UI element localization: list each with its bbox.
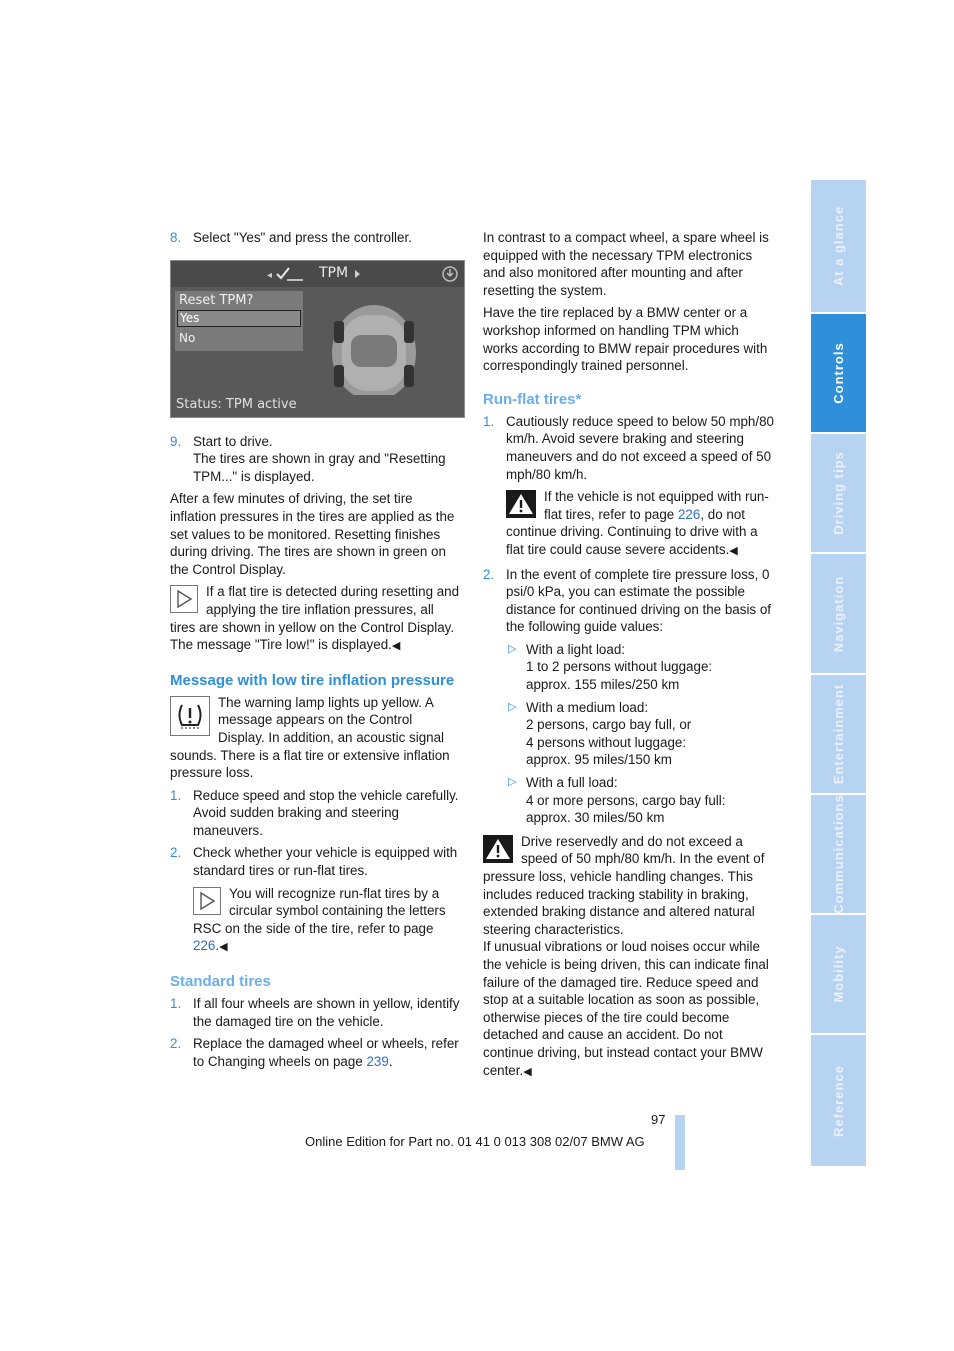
tab-label: Reference	[830, 1064, 846, 1137]
page-marker-bar	[675, 1115, 685, 1170]
paragraph: After a few minutes of driving, the set tire inflation pressures in the tires are applied as the set values to be monitored. Resetting finishes during driving. The tires are shown in green on the Control Display.	[170, 491, 455, 577]
note-icon	[170, 585, 198, 613]
tpm-nav-icon	[267, 266, 307, 282]
arrow-right-icon	[353, 268, 363, 280]
warning-text-body: If unusual vibrations or loud noises occur while the vehicle is being driven, this can indicate final failure of the damaged tire. Reduce speed and stop at a suitable location as soon as possible, otherwise pieces of the tire could become detached and cause an accident. Do not continue driving, but instead contact your BMW center.	[483, 939, 769, 1078]
step-number: 2.	[170, 1036, 182, 1052]
step-number: 1.	[170, 996, 182, 1012]
footer-edition: Online Edition for Part no. 01 41 0 013 308 02/07 BMW AG	[305, 1134, 645, 1149]
msg-step-2	[170, 844, 462, 879]
rf-step-2	[483, 566, 775, 636]
warning-drive-reservedly	[483, 833, 775, 1081]
tab-driving-tips[interactable]	[811, 434, 866, 554]
warning-lamp-description	[170, 694, 462, 782]
tab-reference[interactable]	[811, 1035, 866, 1168]
std-step-1	[170, 995, 462, 1030]
note-text: You will recognize run-flat tires by a circular symbol containing the letters RSC on the side of the tire, refer to page	[193, 885, 446, 936]
step-number: 2.	[170, 845, 182, 861]
page-link[interactable]: 239	[366, 1053, 389, 1069]
step-number: 8.	[170, 230, 182, 245]
paragraph: Have the tire replaced by a BMW center or a workshop informed on handling TPM which works according to BMW repair procedures with correspondingly trained personnel.	[483, 305, 768, 374]
warning-text: Drive reservedly and do not exceed a speed of 50 mph/80 km/h. In the event of pressure loss, vehicle handling changes. This includes reduced tracking stability in braking, extended braking distance and altered natural steering characteristics.	[483, 833, 765, 937]
step-punct: .	[388, 1053, 393, 1069]
end-mark: ◀	[219, 941, 228, 954]
load-light	[483, 641, 775, 694]
load-distance: approx. 95 miles/150 km	[526, 752, 672, 768]
car-topview-icon	[279, 295, 459, 395]
option-no[interactable]: No	[179, 330, 196, 345]
tab-label: Controls	[830, 342, 846, 404]
load-label: With a full load:	[526, 775, 618, 791]
heading-run-flat: Run-flat tires*	[483, 390, 582, 408]
note-icon	[193, 887, 221, 915]
screen-title: TPM	[319, 264, 349, 281]
load-full	[483, 774, 775, 827]
bullet-arrow-icon: ▷	[508, 700, 517, 713]
right-column	[483, 229, 775, 1086]
step-text: Start to drive.	[193, 433, 273, 449]
step-number: 9.	[170, 433, 182, 449]
step-text: Replace the damaged wheel or wheels, refer to Changing wheels on page	[193, 1036, 459, 1069]
msg-step-1	[170, 787, 462, 840]
svg-text:◂: ◂	[267, 269, 273, 281]
tab-entertainment[interactable]	[811, 675, 866, 795]
step-number: 1.	[170, 787, 182, 803]
warning-text-2	[483, 938, 775, 1081]
load-label: With a light load:	[526, 641, 625, 657]
tab-label: At a glance	[830, 205, 846, 287]
tab-label: Driving tips	[830, 451, 846, 535]
step-text: Reduce speed and stop the vehicle carefully. Avoid sudden braking and steering maneuvers.	[193, 787, 459, 838]
note-text: If a flat tire is detected during resetting and applying the tire inflation pressures, all tires are shown in yellow on the Control Display. The message "Tire low!" is displayed.	[170, 584, 460, 653]
step-text: Select "Yes" and press the controller.	[193, 230, 412, 245]
step-text: Cautiously reduce speed to below 50 mph/80 km/h. Avoid severe braking and steering maneuvers and do not exceed a speed of 50 mph/80 km/h.	[506, 413, 774, 482]
note-flat-tire	[170, 583, 462, 655]
warning-triangle-icon	[506, 490, 536, 518]
note-run-flat	[193, 885, 462, 957]
end-mark: ◀	[523, 1065, 532, 1078]
rf-step-1	[483, 413, 775, 483]
warning-no-runflat	[506, 488, 775, 560]
warning-triangle-icon	[483, 835, 513, 863]
option-yes[interactable]: Yes	[177, 310, 301, 327]
std-step-2	[170, 1035, 462, 1070]
tab-label: Navigation	[830, 575, 846, 652]
tab-mobility[interactable]	[811, 915, 866, 1035]
load-medium	[483, 699, 775, 769]
step-text: Check whether your vehicle is equipped with standard tires or run-flat tires.	[193, 845, 458, 879]
note-punct: .	[215, 938, 220, 954]
tpm-warning-lamp-icon	[170, 696, 210, 736]
step-text: In the event of complete tire pressure loss, 0 psi/0 kPa, you can estimate the possible distance for continued driving on the basis of the following guide values:	[506, 566, 772, 635]
paragraph: In contrast to a compact wheel, a spare wheel is equipped with the necessary TPM electronics and also monitored after mounting and after resetting the system.	[483, 230, 769, 298]
menu-title: Reset TPM?	[179, 292, 254, 308]
screen-status: Status: TPM active	[176, 396, 297, 412]
left-column	[170, 229, 462, 1075]
control-display-screenshot	[170, 260, 465, 418]
tab-controls[interactable]	[811, 314, 866, 434]
step-text: If all four wheels are shown in yellow, identify the damaged tire on the vehicle.	[193, 996, 460, 1029]
tab-label: Mobility	[830, 945, 846, 1003]
reset-menu	[175, 291, 303, 351]
load-label: With a medium load:	[526, 699, 649, 715]
tab-label: Communications	[830, 794, 846, 914]
load-detail: 2 persons, cargo bay full, or	[526, 717, 692, 733]
step-number: 1.	[483, 413, 495, 429]
warning-text: If the vehicle is not equipped with run-flat tires, refer to page	[544, 489, 769, 522]
tab-navigation[interactable]	[811, 554, 866, 675]
step-8	[170, 229, 462, 247]
page-link[interactable]: 226	[677, 506, 701, 522]
tab-at-a-glance[interactable]	[811, 180, 866, 314]
load-detail: 4 or more persons, cargo bay full:	[526, 792, 726, 808]
lamp-text: The warning lamp lights up yellow. A message appears on the Control Display. In addition, an acoustic signal sounds. There is a flat tire or extensive inflation pressure loss.	[170, 694, 450, 781]
end-mark: ◀	[391, 640, 401, 653]
load-distance: approx. 30 miles/50 km	[526, 810, 665, 826]
step-number: 2.	[483, 566, 495, 582]
settings-icon	[441, 265, 459, 283]
screen-header	[171, 261, 464, 287]
load-distance: approx. 155 miles/250 km	[526, 677, 680, 693]
tab-label: Entertainment	[830, 683, 846, 785]
tab-communications[interactable]	[811, 795, 866, 915]
bullet-arrow-icon: ▷	[508, 642, 517, 655]
step-9	[170, 433, 462, 486]
end-mark: ◀	[729, 544, 738, 557]
bullet-arrow-icon: ▷	[508, 776, 517, 789]
chapter-tabs	[811, 180, 866, 1168]
load-detail: 4 persons without luggage:	[526, 734, 687, 750]
page-link[interactable]: 226	[193, 938, 216, 954]
load-detail: 1 to 2 persons without luggage:	[526, 659, 713, 675]
step-text-detail: The tires are shown in gray and "Resetting TPM..." is displayed.	[193, 451, 446, 484]
heading-low-pressure: Message with low tire inflation pressure	[170, 671, 455, 689]
warning-text-cont: , do not continue driving. Continuing to drive with a flat tire could cause severe accidents.	[506, 506, 758, 557]
heading-standard-tires: Standard tires	[170, 973, 271, 991]
page-number: 97	[651, 1112, 666, 1127]
